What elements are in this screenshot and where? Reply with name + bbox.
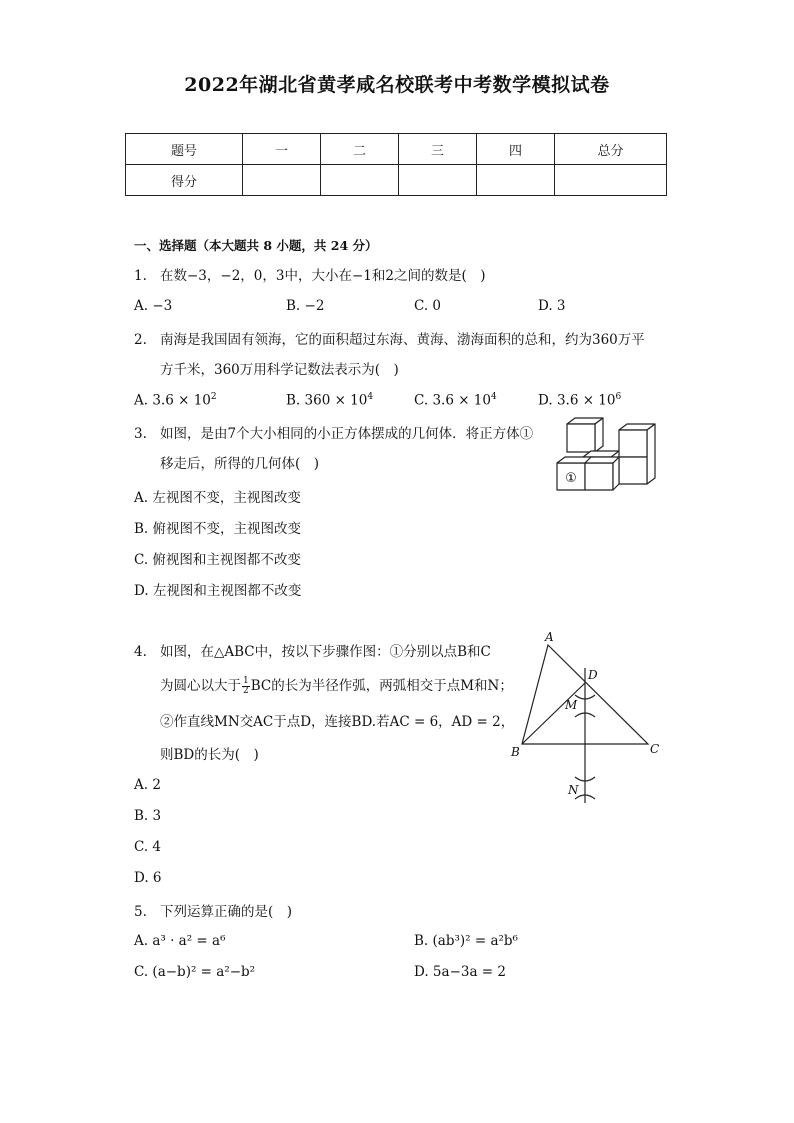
option-a: A. $3.6 \times 10^2$ (134, 392, 217, 409)
score-cell (477, 165, 555, 196)
question-text: 在数−3，−2，0，3中，大小在−1和2之间的数是( ) (160, 268, 486, 284)
option-c: C. (a−b)² = a²−b² (134, 964, 256, 980)
option-a: A. 2 (134, 777, 161, 793)
question-number: 4. (134, 644, 147, 660)
question-text: 则BD的长为( ) (160, 747, 259, 763)
question-text: 移走后，所得的几何体( ) (160, 456, 320, 472)
label-n: N (568, 783, 579, 797)
question-number: 3. (134, 426, 147, 442)
score-header-cell: 三 (399, 134, 477, 165)
option-b: B. $360 \times 10^4$ (286, 392, 374, 409)
option-c: C. $3.6 \times 10^4$ (414, 392, 497, 409)
option-a: A. 左视图不变，主视图改变 (134, 490, 301, 506)
option-c: C. 0 (414, 298, 442, 314)
option-b: B. (ab³)² = a²b⁶ (414, 933, 518, 949)
question-text: 如图，在△ABC中，按以下步骤作图：①分别以点B和C (160, 644, 491, 660)
score-cell (555, 165, 667, 196)
question-text: 方千米，360万用科学记数法表示为( ) (160, 362, 399, 378)
question-text: 如图，是由7个大小相同的小正方体摆成的几何体．将正方体① (160, 426, 534, 442)
option-b: B. 俯视图不变，主视图改变 (134, 521, 302, 537)
score-cell (243, 165, 321, 196)
option-d: D. $3.6 \times 10^6$ (538, 392, 622, 409)
option-d: D. 3 (538, 298, 566, 314)
option-a: A. −3 (134, 298, 173, 314)
option-b: B. −2 (286, 298, 325, 314)
option-a: A. a³ · a² = a⁶ (134, 933, 226, 949)
score-row-label: 得分 (126, 165, 243, 196)
triangle-figure (505, 628, 665, 806)
score-table-score-row (126, 165, 667, 196)
question-text: 南海是我国固有领海，它的面积超过东海、黄海、渤海面积的总和，约为360万平 (160, 332, 645, 348)
question-number: 1. (134, 268, 147, 284)
question-text: 下列运算正确的是( ) (160, 904, 293, 920)
score-table-header-row (126, 134, 667, 165)
option-c: C. 4 (134, 839, 162, 855)
score-header-cell: 二 (321, 134, 399, 165)
score-table (125, 133, 667, 196)
option-c: C. 俯视图和主视图都不改变 (134, 552, 301, 568)
label-a: A (545, 630, 554, 644)
option-d: D. 6 (134, 870, 162, 886)
question-number: 5. (134, 904, 147, 920)
label-b: B (511, 745, 520, 759)
cube-label: ① (565, 471, 577, 486)
exam-title: 2022年湖北省黄孝咸名校联考中考数学模拟试卷 (184, 74, 610, 96)
fraction: $\frac{1}{2}$ (243, 676, 249, 696)
score-cell (321, 165, 399, 196)
score-header-cell: 总分 (555, 134, 667, 165)
cube-figure (552, 416, 664, 492)
score-header-cell: 一 (243, 134, 321, 165)
score-header-cell: 四 (477, 134, 555, 165)
label-c: C (650, 742, 660, 756)
question-text: 为圆心以大于 $\frac{1}{2}$ BC的长为半径作弧，两弧相交于点M和N； (160, 676, 513, 696)
label-m: M (565, 698, 578, 712)
score-header-cell: 题号 (126, 134, 243, 165)
question-text: ②作直线MN交AC于点D，连接BD.若AC = 6，AD = 2， (160, 714, 515, 730)
label-d: D (588, 668, 598, 682)
score-cell (399, 165, 477, 196)
question-number: 2. (134, 332, 147, 348)
option-d: D. 5a−3a = 2 (414, 964, 506, 980)
option-b: B. 3 (134, 808, 162, 824)
section-heading: 一、选择题（本大题共 8 小题，共 24 分） (134, 238, 378, 253)
option-d: D. 左视图和主视图都不改变 (134, 583, 302, 599)
